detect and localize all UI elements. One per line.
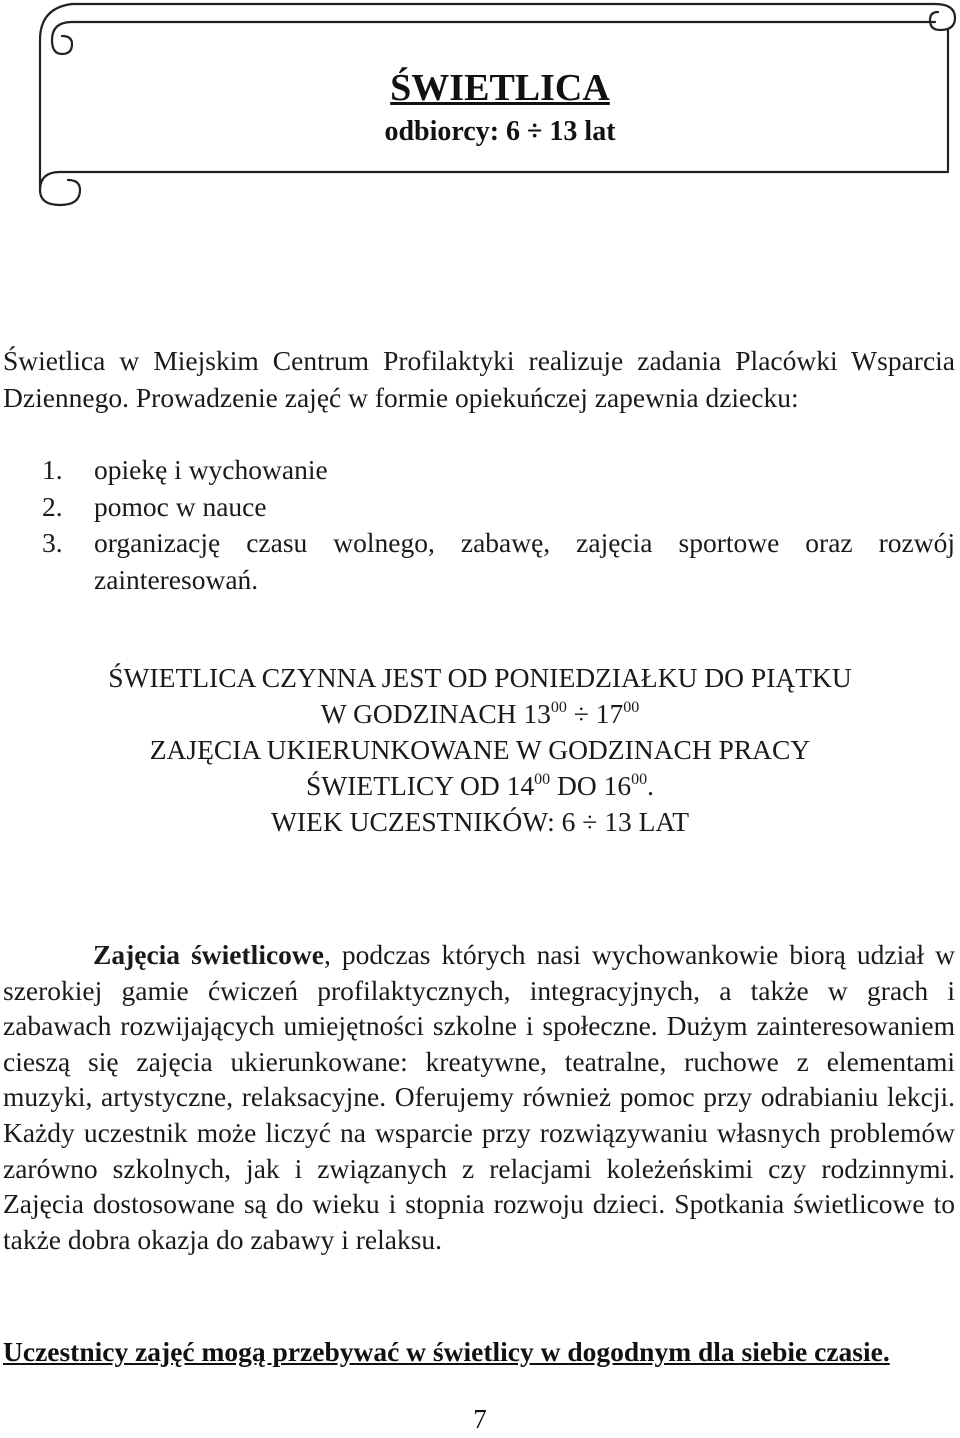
notice-hours-start: W GODZINACH 13 [320,698,551,729]
closing-statement: Uczestnicy zajęć mogą przebywać w świetlicy w dogodnym dla siebie czasie. [3,1336,890,1367]
notice-activity-end-minutes: 00 [631,771,648,788]
opening-hours-notice [0,660,960,840]
notice-line-days: ŚWIETLICA CZYNNA JEST OD PONIEDZIAŁKU DO PIĄTKU [108,662,852,693]
services-list [42,452,955,598]
list-item [42,525,955,598]
notice-line-hours [0,696,960,732]
list-item-number: 1. [42,454,63,485]
intro-paragraph: Świetlica w Miejskim Centrum Profilaktyki realizuje zadania Placówki Wsparcia Dziennego. Prowadzenie zajęć w formie opiekuńczej zapewnia dziecku: [3,345,955,413]
activities-paragraph [3,937,955,1257]
notice-hours-end: ÷ 17 [566,698,624,729]
list-item [42,489,955,526]
banner-title: ŚWIETLICA [390,67,610,109]
notice-hours-start-minutes: 00 [550,699,567,716]
list-item-number: 3. [42,527,63,558]
activities-text: , podczas których nasi wychowankowie biorą udział w szerokiej gamie ćwiczeń profilaktycznych, integracyjnych, a także w grach i zabawach rozwijających umiejętności szkolne i społeczne. Dużym zainteresowaniem cieszą się zajęcia ukierunkowane: kreatywne, teatralne, ruchowe z elementami muzyki, artystyczne, relaksacyjne. Oferujemy również pomoc przy odrabianiu lekcji. Każdy uczestnik może liczyć na wsparcie przy rozwiązywaniu własnych problemów zarówno szkolnych, jak i związanych z relacjami koleżeńskimi czy rodzinnymi. Zajęcia dostosowane są do wieku i stopnia rozwoju dzieci. Spotkania świetlicowe to także dobra okazja do zabawy i relaksu. [3,939,956,1255]
banner-subtitle: odbiorcy: 6 ÷ 13 lat [384,116,616,147]
list-item-text: opiekę i wychowanie [94,454,328,485]
notice-hours-end-minutes: 00 [623,699,640,716]
activities-lead: Zajęcia świetlicowe [93,939,324,970]
list-item-text: pomoc w nauce [94,490,267,522]
page-number: 7 [473,1404,487,1434]
notice-activity-end: DO 16 [550,770,632,801]
list-item [42,452,955,489]
notice-line-activities: ZAJĘCIA UKIERUNKOWANE W GODZINACH PRACY [149,734,811,765]
notice-line-activity-hours [0,768,960,804]
notice-activity-start-minutes: 00 [534,771,551,788]
notice-activity-period: . [647,770,654,801]
list-item-text: organizację czasu wolnego, zabawę, zajęcia sportowe oraz rozwój zainteresowań. [94,527,955,595]
notice-activity-start: ŚWIETLICY OD 14 [306,770,535,801]
list-item-number: 2. [42,490,63,522]
notice-line-age: WIEK UCZESTNIKÓW: 6 ÷ 13 LAT [270,806,690,837]
